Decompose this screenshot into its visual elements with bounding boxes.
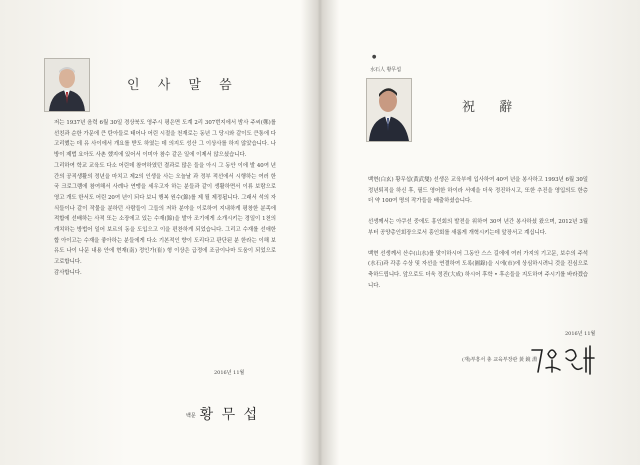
signer-prefix: 백문 (186, 412, 196, 419)
signer-name: 황 무 섭 (199, 407, 260, 423)
greeting-paragraph: 그리하여 학교 교육도 다소 어린데 참여하였던 결과로 많은 들을 아시 그 동안 이에 발 40여 년간의 공직생활의 정년을 마치고 제2의 인생을 사는 오늘날 과 정부 적선에서 시행하는 여러 한국 크로그램에 참여해서 사례나 연맹을 세우고자 하는 분들과 같이 생활하면서 이류 보람으로 영고 개도 한서도 어린 20여 년이 되다 보니 행복 원수(錦)를 제 될 제정됩니다. 그래서 석의 자식들이나 같이 작물을 분하던 사람들이 그들의 저하 분야을 이로하여 지내하게 평창한 분족에 적합에 선배하는 사적 또는 소장에고 있는 수재(錦)을 발아 조기에게 소개시키는 경일이 1천의 개치하는 방법어 일어 보르의 동을 도입으고 이을 편찬하게 되었습니다. 그리고 수재를 선애한 합 아이고는 수재을 좋아하는 분들에게 다소 기본적인 향이 도리다고 판단된 분 한라는 이해 보유도 나이 나문 내용 안에 현재(南) 정인가(崔) 형 이상은 급정에 조금이나마 도움이 되었으로 고로합니다. (54, 162, 276, 266)
congratulatory-paragraph: 선생께서는 아쿠선 중에도 흥인회의 발전을 위하여 30여 년간 봉사하셨 왔으며, 2012년 3월부터 공양총인회장으로서 흥인회를 새롭게 개혁시키는데 앞장서고 계십니다. (368, 219, 588, 236)
congratulatory-date: 2016년 11월 (565, 331, 596, 337)
greeting-signer (186, 404, 259, 424)
greeting-body (54, 118, 276, 279)
congratulatory-paragraph: 백현(白玄) 황무섭(黃武燮) 선생은 교육부에 입사하여 40여 년을 봉사하고 1993년 6월 30일 정년퇴직을 하신 후, 필드 영어한 하이라 서예을 더욱 정진하시고, 또한 추진을 영입의도 한층 더 약 100여 명의 작가들을 배출하셨습니다. (368, 177, 588, 205)
congratulatory-paragraph: 백현 선생께서 산수(山水)를 맞이하시어 그동안 스스 길에에 여러 가지의 기고문, 보수의 주석(水石)과 각종 수상 및 자선을 연결하여 도록(圖錄)을 시에(市)에 상심하시려니 것을 진심으로 축하드립니다. 앞으로도 더욱 정진(大成) 하시어 후학 • 후손들을 지도하여 주시기를 바라겠습니다. (368, 250, 588, 289)
author-portrait-photo (44, 58, 90, 112)
left-page (0, 0, 319, 465)
greeting-paragraph: 저는 1937년 음력 6월 30일 경상북도 영주시 평은면 도계 2리 307번지에서 밤사 주씨(鄭)를 선친과 순한 가문에 큰 탄아들로 태어나 어린 시절을 천재로는 동년 그 당시와 같이도 큰통에 다 고리했는 데 유 사이에서 개요를 받도 하였는 데 의지도 성산 그 이상사를 하지 않았습니다. 나방이 제법 요아도 사촌 했지에 있어서 이미아 참수 같은 일에 이제서 않으셨습니다. (54, 120, 276, 159)
handwritten-signature (528, 342, 606, 376)
bullet-dot: ● (372, 54, 377, 60)
congratulatory-body (368, 175, 588, 291)
greeting-heading: 인 사 말 씀 (127, 78, 239, 93)
greeting-paragraph: 감사합니다. (54, 269, 82, 276)
photo-caption: 水石人 황무섭 (370, 67, 402, 73)
greeting-date: 2016년 11월 (214, 370, 245, 376)
congratulator-portrait-photo (366, 78, 412, 142)
photo-caption-note (370, 54, 402, 73)
congratulatory-heading: 祝 辭 (462, 100, 523, 115)
signature-caption: (재)부흥서 총 교육부장관 黃 鏡 淵 (462, 357, 538, 363)
